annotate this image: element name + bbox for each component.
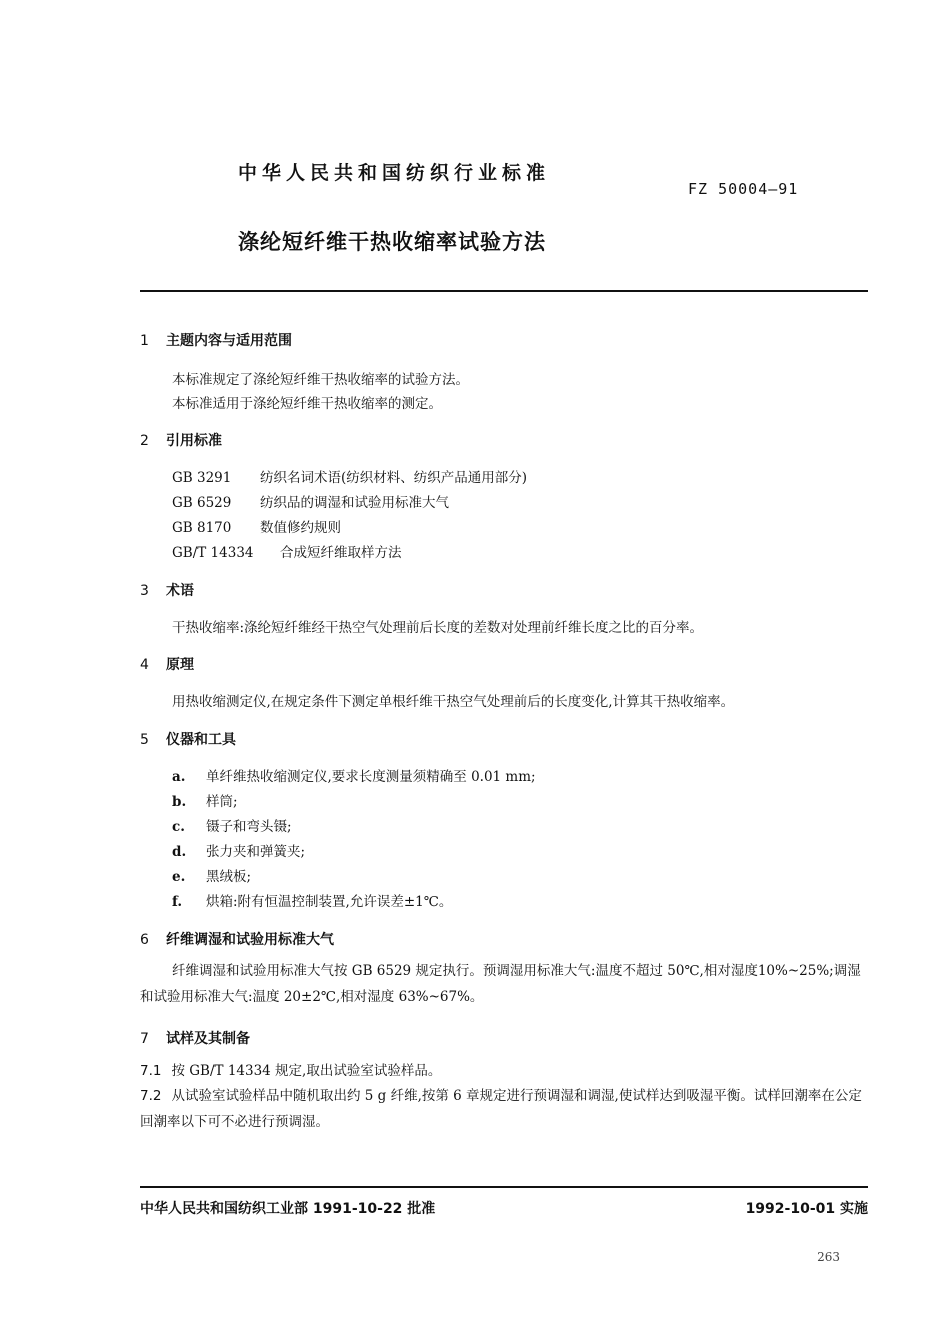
term-definition: 干热收缩率:涤纶短纤维经干热空气处理前后长度的差数对处理前纤维长度之比的百分率。 — [172, 620, 704, 636]
section-number: 4 — [140, 657, 149, 673]
reference-text: 合成短纤维取样方法 — [280, 545, 402, 561]
reference-code: GB 6529 — [172, 495, 232, 511]
item-text: 样筒; — [206, 794, 238, 810]
item-text: 张力夹和弹簧夹; — [206, 844, 306, 860]
item-text: 烘箱:附有恒温控制装置,允许误差±1℃。 — [206, 894, 453, 910]
item-label: f. — [172, 894, 183, 910]
apparatus-item — [172, 890, 452, 910]
section-title: 纤维调湿和试验用标准大气 — [166, 932, 334, 948]
apparatus-item — [172, 815, 292, 835]
subclause-number: 7.2 — [140, 1088, 162, 1104]
s1-line-2: 本标准适用于涤纶短纤维干热收缩率的测定。 — [172, 396, 442, 412]
subclause-text: 从试验室试验样品中随机取出约 5 g 纤维,按第 6 章规定进行预调湿和调湿,使试样达到吸湿平衡。试样回潮率在公定回潮率以下可不必进行预调湿。 — [140, 1088, 862, 1130]
section-6-heading — [140, 929, 334, 949]
apparatus-item — [172, 765, 536, 785]
reference-code: GB 3291 — [172, 470, 232, 486]
subclause-7-2 — [140, 1083, 868, 1135]
section-number: 3 — [140, 583, 149, 599]
s1-line-1: 本标准规定了涤纶短纤维干热收缩率的试验方法。 — [172, 372, 469, 388]
approval-line: 中华人民共和国纺织工业部 1991-10-22 批准 — [140, 1201, 436, 1217]
section-number: 6 — [140, 932, 149, 948]
reference-text: 纺织名词术语(纺织材料、纺织产品通用部分) — [260, 470, 528, 486]
section-number: 5 — [140, 732, 149, 748]
section-title: 原理 — [166, 657, 194, 673]
item-text: 黑绒板; — [206, 869, 252, 885]
apparatus-item — [172, 865, 251, 885]
section-1-heading — [140, 330, 292, 350]
header-divider — [140, 290, 868, 292]
reference-code: GB 8170 — [172, 520, 232, 536]
section-title: 主题内容与适用范围 — [166, 333, 292, 349]
subclause-7-1 — [140, 1058, 868, 1084]
item-text: 镊子和弯头镊; — [206, 819, 292, 835]
reference-item — [172, 541, 402, 561]
reference-item — [172, 516, 341, 536]
section-5-heading — [140, 729, 236, 749]
item-label: d. — [172, 844, 187, 860]
section-4-heading — [140, 654, 194, 674]
section-number: 2 — [140, 433, 149, 449]
item-label: e. — [172, 869, 186, 885]
subclause-number: 7.1 — [140, 1063, 162, 1079]
reference-item — [172, 466, 527, 486]
principle-text: 用热收缩测定仪,在规定条件下测定单根纤维干热空气处理前后的长度变化,计算其干热收缩率。 — [172, 694, 735, 710]
atmosphere-text: 纤维调湿和试验用标准大气按 GB 6529 规定执行。预调湿用标准大气:温度不超过 50℃,相对湿度10%~25%;调湿和试验用标准大气:温度 20±2℃,相对湿度 63%~67%。 — [140, 963, 861, 1005]
section-title: 仪器和工具 — [166, 732, 236, 748]
section-7-heading — [140, 1028, 250, 1048]
footer-divider — [140, 1186, 868, 1188]
page-number: 263 — [817, 1250, 840, 1264]
section-3-heading — [140, 580, 194, 600]
section-number: 1 — [140, 333, 149, 349]
item-label: a. — [172, 769, 186, 785]
reference-text: 纺织品的调湿和试验用标准大气 — [260, 495, 449, 511]
reference-item — [172, 491, 449, 511]
item-text: 单纤维热收缩测定仪,要求长度测量须精确至 0.01 mm; — [206, 769, 536, 785]
document-title: 涤纶短纤维干热收缩率试验方法 — [238, 230, 546, 254]
reference-code: GB/T 14334 — [172, 545, 254, 561]
section-title: 试样及其制备 — [166, 1031, 250, 1047]
item-label: b. — [172, 794, 187, 810]
section-number: 7 — [140, 1031, 149, 1047]
reference-text: 数值修约规则 — [260, 520, 341, 536]
subclause-text: 按 GB/T 14334 规定,取出试验室试验样品。 — [171, 1063, 442, 1079]
section-title: 引用标准 — [166, 433, 222, 449]
apparatus-item — [172, 840, 305, 860]
item-label: c. — [172, 819, 185, 835]
section-title: 术语 — [166, 583, 194, 599]
issuing-organization: 中华人民共和国纺织行业标准 — [238, 162, 551, 184]
apparatus-item — [172, 790, 238, 810]
implementation-date: 1992-10-01 实施 — [745, 1201, 868, 1217]
section-2-heading — [140, 430, 222, 450]
standard-code: FZ 50004—91 — [688, 180, 799, 198]
